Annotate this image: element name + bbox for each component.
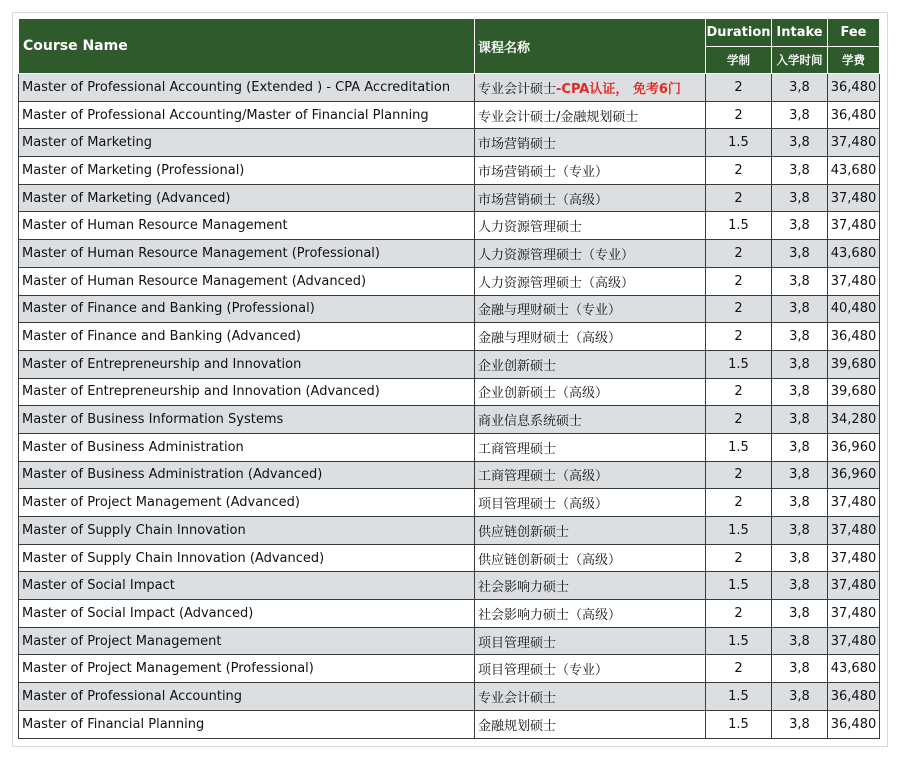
fee-cell: 36,480	[828, 323, 880, 351]
fee-cell: 36,480	[828, 101, 880, 129]
table-row	[19, 627, 880, 655]
intake-cell: 3,8	[772, 129, 828, 157]
intake-cell: 3,8	[772, 240, 828, 268]
course-name-cn-text: 项目管理硕士	[478, 635, 557, 651]
course-name-cell: Master of Finance and Banking (Advanced)	[19, 323, 475, 351]
course-name-cn-cell	[475, 350, 706, 378]
fee-cell: 39,680	[828, 350, 880, 378]
course-name-cell: Master of Business Information Systems	[19, 406, 475, 434]
course-name-cn-text: 工商管理硕士	[478, 441, 557, 457]
duration-cell: 1.5	[706, 129, 772, 157]
intake-cell: 3,8	[772, 323, 828, 351]
duration-cell: 1.5	[706, 433, 772, 461]
course-name-cell: Master of Marketing (Advanced)	[19, 184, 475, 212]
course-name-cell: Master of Entrepreneurship and Innovation	[19, 350, 475, 378]
course-name-cn-text: 企业创新硕士	[478, 358, 557, 374]
table-row	[19, 212, 880, 240]
table-row	[19, 378, 880, 406]
course-name-cell: Master of Supply Chain Innovation	[19, 517, 475, 545]
course-name-cn-text: 人力资源管理硕士	[478, 220, 583, 236]
table-row	[19, 683, 880, 711]
course-name-cn-text: 市场营销硕士（高级）	[478, 192, 609, 208]
course-name-cn-cell	[475, 295, 706, 323]
course-name-cell: Master of Business Administration	[19, 433, 475, 461]
table-row	[19, 129, 880, 157]
intake-cell: 3,8	[772, 74, 828, 102]
fee-cell: 37,480	[828, 489, 880, 517]
table-row	[19, 489, 880, 517]
duration-cell: 1.5	[706, 710, 772, 738]
table-row	[19, 295, 880, 323]
fee-cell: 40,480	[828, 295, 880, 323]
intake-cell: 3,8	[772, 295, 828, 323]
duration-cell: 1.5	[706, 572, 772, 600]
course-name-cell: Master of Marketing (Professional)	[19, 157, 475, 185]
course-name-cn-text: 供应链创新硕士（高级）	[478, 552, 622, 568]
course-name-cell: Master of Entrepreneurship and Innovation (Advanced)	[19, 378, 475, 406]
fee-cell: 37,480	[828, 544, 880, 572]
course-name-cn-cell	[475, 157, 706, 185]
course-name-cn-text: 专业会计硕士	[478, 690, 557, 706]
duration-cell: 2	[706, 184, 772, 212]
course-name-cn-cell	[475, 323, 706, 351]
course-name-cn-text: 市场营销硕士	[478, 137, 557, 153]
fee-cell: 37,480	[828, 572, 880, 600]
fee-cell: 37,480	[828, 600, 880, 628]
duration-cell: 1.5	[706, 212, 772, 240]
intake-cell: 3,8	[772, 517, 828, 545]
course-name-cn-text: 市场营销硕士（专业）	[478, 164, 609, 180]
header-course-name-cn: 课程名称	[475, 19, 706, 74]
table-row	[19, 157, 880, 185]
fee-cell: 43,680	[828, 157, 880, 185]
table-header	[19, 19, 880, 74]
course-name-cell: Master of Business Administration (Advanced)	[19, 461, 475, 489]
intake-cell: 3,8	[772, 683, 828, 711]
course-name-cn-cell	[475, 433, 706, 461]
course-name-cell: Master of Finance and Banking (Professional)	[19, 295, 475, 323]
course-name-cell: Master of Professional Accounting/Master of Financial Planning	[19, 101, 475, 129]
header-duration-cn: 学制	[706, 47, 772, 74]
course-name-cn-cell	[475, 710, 706, 738]
course-name-cn-text: 社会影响力硕士	[478, 580, 570, 596]
course-name-cn-cell	[475, 240, 706, 268]
intake-cell: 3,8	[772, 461, 828, 489]
course-name-cn-cell	[475, 572, 706, 600]
course-name-cn-text: 工商管理硕士（高级）	[478, 469, 609, 485]
cpa-note-highlight: -CPA认证， 免考6门	[556, 81, 681, 97]
course-name-cell: Master of Supply Chain Innovation (Advanced)	[19, 544, 475, 572]
course-name-cell: Master of Social Impact (Advanced)	[19, 600, 475, 628]
fee-cell: 39,680	[828, 378, 880, 406]
fee-cell: 37,480	[828, 184, 880, 212]
course-name-cn-cell	[475, 184, 706, 212]
fee-cell: 36,480	[828, 74, 880, 102]
duration-cell: 2	[706, 489, 772, 517]
table-body	[19, 74, 880, 739]
duration-cell: 2	[706, 323, 772, 351]
course-name-cn-text: 供应链创新硕士	[478, 524, 570, 540]
header-course-name: Course Name	[19, 19, 475, 74]
duration-cell: 2	[706, 295, 772, 323]
header-fee: Fee	[828, 19, 880, 47]
course-name-cn-text: 人力资源管理硕士（专业）	[478, 247, 635, 263]
intake-cell: 3,8	[772, 433, 828, 461]
course-table	[18, 18, 880, 739]
duration-cell: 2	[706, 461, 772, 489]
duration-cell: 1.5	[706, 517, 772, 545]
fee-cell: 37,480	[828, 212, 880, 240]
duration-cell: 2	[706, 406, 772, 434]
table-row	[19, 572, 880, 600]
course-name-cell: Master of Social Impact	[19, 572, 475, 600]
intake-cell: 3,8	[772, 600, 828, 628]
course-name-cn-cell	[475, 489, 706, 517]
header-intake: Intake	[772, 19, 828, 47]
fee-cell: 36,480	[828, 710, 880, 738]
intake-cell: 3,8	[772, 212, 828, 240]
course-name-cell: Master of Project Management (Professional)	[19, 655, 475, 683]
course-name-cn-cell	[475, 517, 706, 545]
course-name-cn-cell	[475, 74, 706, 102]
table-row	[19, 184, 880, 212]
course-name-cell: Master of Professional Accounting	[19, 683, 475, 711]
duration-cell: 2	[706, 600, 772, 628]
course-name-cn-cell	[475, 212, 706, 240]
duration-cell: 2	[706, 240, 772, 268]
duration-cell: 1.5	[706, 350, 772, 378]
duration-cell: 1.5	[706, 683, 772, 711]
intake-cell: 3,8	[772, 267, 828, 295]
course-name-cell: Master of Financial Planning	[19, 710, 475, 738]
table-row	[19, 406, 880, 434]
table-row	[19, 323, 880, 351]
course-name-cell: Master of Human Resource Management	[19, 212, 475, 240]
course-name-cn-text: 专业会计硕士	[478, 81, 557, 97]
fee-cell: 37,480	[828, 627, 880, 655]
fee-cell: 34,280	[828, 406, 880, 434]
fee-cell: 43,680	[828, 655, 880, 683]
course-name-cell: Master of Marketing	[19, 129, 475, 157]
course-name-cn-cell	[475, 267, 706, 295]
intake-cell: 3,8	[772, 157, 828, 185]
table-row	[19, 350, 880, 378]
course-name-cell: Master of Human Resource Management (Advanced)	[19, 267, 475, 295]
duration-cell: 2	[706, 101, 772, 129]
table-row	[19, 74, 880, 102]
intake-cell: 3,8	[772, 406, 828, 434]
intake-cell: 3,8	[772, 544, 828, 572]
intake-cell: 3,8	[772, 710, 828, 738]
course-name-cn-text: 金融与理财硕士（专业）	[478, 303, 622, 319]
table-row	[19, 267, 880, 295]
course-name-cn-cell	[475, 683, 706, 711]
fee-cell: 43,680	[828, 240, 880, 268]
course-name-cell: Master of Human Resource Management (Professional)	[19, 240, 475, 268]
table-row	[19, 433, 880, 461]
course-name-cn-text: 项目管理硕士（专业）	[478, 663, 609, 679]
intake-cell: 3,8	[772, 378, 828, 406]
intake-cell: 3,8	[772, 627, 828, 655]
course-name-cn-cell	[475, 627, 706, 655]
fee-cell: 37,480	[828, 267, 880, 295]
course-name-cn-text: 商业信息系统硕士	[478, 414, 583, 430]
course-name-cn-text: 项目管理硕士（高级）	[478, 497, 609, 513]
table-row	[19, 710, 880, 738]
course-name-cn-text: 金融规划硕士	[478, 718, 557, 734]
duration-cell: 2	[706, 378, 772, 406]
duration-cell: 2	[706, 157, 772, 185]
header-intake-cn: 入学时间	[772, 47, 828, 74]
fee-cell: 37,480	[828, 517, 880, 545]
fee-cell: 36,960	[828, 461, 880, 489]
intake-cell: 3,8	[772, 184, 828, 212]
table-row	[19, 517, 880, 545]
fee-cell: 37,480	[828, 129, 880, 157]
course-name-cn-cell	[475, 461, 706, 489]
table-row	[19, 655, 880, 683]
intake-cell: 3,8	[772, 489, 828, 517]
course-name-cn-text: 人力资源管理硕士（高级）	[478, 275, 635, 291]
course-name-cn-cell	[475, 129, 706, 157]
intake-cell: 3,8	[772, 655, 828, 683]
duration-cell: 2	[706, 544, 772, 572]
table-row	[19, 101, 880, 129]
course-name-cell: Master of Professional Accounting (Extended ) - CPA Accreditation	[19, 74, 475, 102]
duration-cell: 2	[706, 267, 772, 295]
intake-cell: 3,8	[772, 572, 828, 600]
course-name-cn-text: 专业会计硕士/金融规划硕士	[478, 109, 639, 125]
intake-cell: 3,8	[772, 350, 828, 378]
fee-cell: 36,960	[828, 433, 880, 461]
table-row	[19, 544, 880, 572]
course-name-cn-cell	[475, 655, 706, 683]
course-name-cell: Master of Project Management (Advanced)	[19, 489, 475, 517]
course-name-cn-cell	[475, 544, 706, 572]
duration-cell: 1.5	[706, 627, 772, 655]
course-name-cn-text: 企业创新硕士（高级）	[478, 386, 609, 402]
header-fee-cn: 学费	[828, 47, 880, 74]
table-row	[19, 461, 880, 489]
course-name-cn-text: 金融与理财硕士（高级）	[478, 331, 622, 347]
intake-cell: 3,8	[772, 101, 828, 129]
table-row	[19, 240, 880, 268]
course-name-cn-cell	[475, 600, 706, 628]
table-row	[19, 600, 880, 628]
course-name-cn-text: 社会影响力硕士（高级）	[478, 607, 622, 623]
course-name-cn-cell	[475, 101, 706, 129]
header-duration: Duration	[706, 19, 772, 47]
course-name-cell: Master of Project Management	[19, 627, 475, 655]
duration-cell: 2	[706, 74, 772, 102]
fee-cell: 36,480	[828, 683, 880, 711]
course-name-cn-cell	[475, 378, 706, 406]
course-name-cn-cell	[475, 406, 706, 434]
duration-cell: 2	[706, 655, 772, 683]
